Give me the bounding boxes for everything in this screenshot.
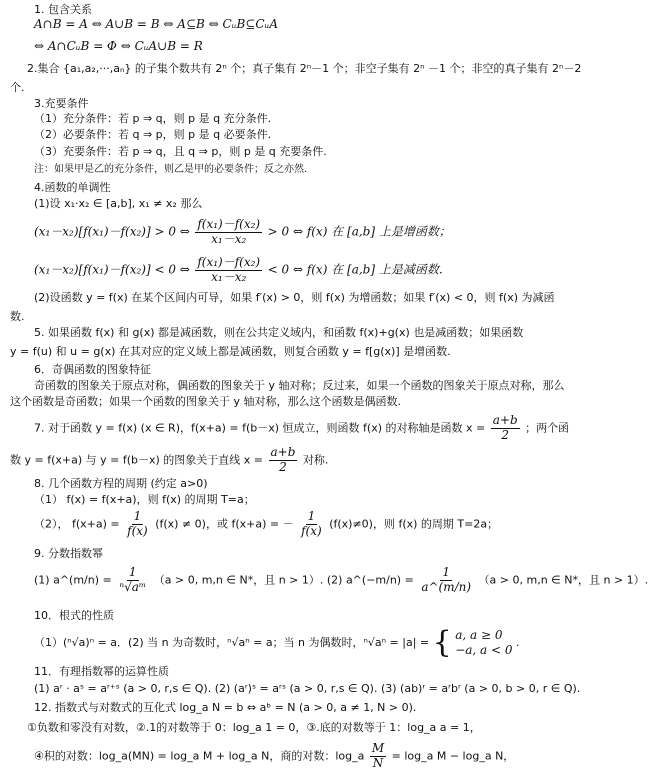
line-24-middle: （a > 0, m,n ∈ N*，且 n > 1）. (2) a^(−m/n) =	[153, 573, 414, 587]
line-28: (1) aʳ · aˢ = aʳ⁺ˢ (a > 0, r,s ∈ Q). (2) (aʳ)ˢ = aʳˢ (a > 0, r,s ∈ Q). (3) (ab)ʳ = aʳbʳ (a > 0, b > 0, r ∈ Q).	[34, 682, 581, 695]
line-16: 6．奇偶函数的图象特征	[34, 363, 151, 376]
line-27: 11．有理指数幂的运算性质	[34, 665, 169, 678]
line-14: (2)设函数 y = f(x) 在某个区间内可导，如果 f′(x) > 0，则 f(x) 为增函数；如果 f′(x) < 0，则 f(x) 为减函	[34, 291, 555, 304]
line-12-right: > 0 ⇔ f(x) 在 [a,b] 上是增函数；	[267, 224, 451, 239]
line-19-denominator: 2	[279, 459, 287, 474]
line-18	[34, 414, 569, 443]
line-26-cases	[455, 628, 512, 658]
line-29: 12. 指数式与对数式的互化式 log_a N = b ⇔ aᵇ = N (a > 0, a ≠ 1, N > 0).	[34, 701, 417, 714]
line-13-numerator: f(x₁)－f(x₂)	[197, 255, 261, 269]
line-13	[34, 256, 443, 285]
line-2: A∩B = A ⇔ A∪B = B ⇔ A⊆B ⇔ CᵤB⊆CᵤA	[34, 17, 278, 31]
line-19-numerator: a+b	[270, 445, 296, 459]
line-18-fraction	[491, 414, 520, 443]
line-31	[34, 742, 514, 771]
line-21: （1） f(x) = f(x+a)，则 f(x) 的周期 T=a；	[34, 493, 255, 506]
line-22-right: (f(x)≠0)，则 f(x) 的周期 T=2a；	[329, 517, 499, 531]
line-5: 3.充要条件	[34, 97, 89, 110]
line-17b: 这个函数是奇函数；如果一个函数的图象关于 y 轴对称，那么这个函数是偶函数.	[10, 395, 401, 408]
line-9: 注：如果甲是乙的充分条件，则乙是甲的必要条件；反之亦然.	[34, 164, 308, 175]
line-7: （2）必要条件：若 q ⇒ p，则 p 是 q 必要条件.	[34, 128, 272, 141]
line-19-right: 对称.	[302, 453, 329, 467]
line-12-left: (x₁－x₂)[f(x₁)－f(x₂)] > 0 ⇔	[34, 224, 190, 239]
line-19	[10, 446, 328, 475]
line-30: ①负数和零没有对数，②.1的对数等于 0：log_a 1 = 0，③.底的对数等于 1：log_a a = 1，	[27, 721, 481, 734]
line-10: 4.函数的单调性	[34, 181, 111, 194]
line-13-denominator: x₁－x₂	[211, 269, 247, 284]
line-4b: 个.	[10, 81, 25, 94]
line-13-left: (x₁－x₂)[f(x₁)－f(x₂)] < 0 ⇔	[34, 262, 190, 277]
line-22-denominator-1: f(x)	[127, 523, 148, 538]
line-22-numerator-2: 1	[307, 509, 316, 523]
line-24-left: (1) a^(m/n) =	[34, 573, 112, 587]
line-26-right: .	[516, 636, 520, 649]
line-19-fraction	[269, 446, 298, 475]
line-18-right: ；两个函	[525, 421, 570, 435]
line-26	[34, 625, 520, 660]
line-11: (1)设 x₁·x₂ ∈ [a,b], x₁ ≠ x₂ 那么	[34, 197, 203, 210]
line-18-denominator: 2	[501, 427, 510, 442]
line-22	[34, 510, 498, 539]
line-22-middle: (f(x) ≠ 0)，或 f(x+a) = －	[155, 517, 294, 531]
line-20: 8. 几个函数方程的周期 (约定 a>0)	[34, 477, 208, 490]
line-22-left: （2）， f(x+a) =	[34, 517, 120, 531]
line-24-right: （a > 0, m,n ∈ N*，且 n > 1）.	[478, 573, 648, 587]
line-18-left: 7. 对于函数 y = f(x) (x ∈ R)，f(x+a) = f(b－x) 恒成立，则函数 f(x) 的对称轴是函数 x =	[34, 421, 486, 435]
line-22-fraction-2	[299, 510, 324, 539]
line-15: 5. 如果函数 f(x) 和 g(x) 都是减函数，则在公共定义域内，和函数 f(x)+g(x) 也是减函数；如果函数	[34, 326, 524, 339]
line-19-left: 数 y = f(x+a) 与 y = f(b－x) 的图象关于直线 x =	[10, 453, 264, 467]
line-12-fraction	[195, 218, 262, 247]
line-31-fraction	[370, 742, 386, 771]
line-26-left: （1）(ⁿ√a)ⁿ = a．(2) 当 n 为奇数时，ⁿ√aⁿ = a；当 n 为偶数时，ⁿ√aⁿ = |a| =	[34, 636, 430, 649]
line-14b: 数.	[10, 310, 25, 323]
line-31-numerator: M	[371, 741, 385, 755]
line-13-fraction	[195, 256, 262, 285]
line-24-fraction-2	[419, 566, 473, 595]
line-24-denominator-1: ⁿ√aᵐ	[119, 579, 147, 594]
line-3: ⇔ A∩CᵤB = Φ ⇔ CᵤA∪B = R	[34, 39, 203, 53]
line-18-numerator: a+b	[492, 413, 518, 427]
line-12-denominator: x₁－x₂	[211, 231, 247, 246]
line-22-numerator-1: 1	[133, 509, 142, 523]
line-31-denominator: N	[372, 755, 384, 770]
line-31-right: = log_a M − log_a N，	[391, 749, 515, 763]
line-24-denominator-2: a^(m/n)	[421, 579, 472, 594]
line-26-case-1: a, a ≥ 0	[455, 628, 503, 642]
line-12-numerator: f(x₁)－f(x₂)	[197, 217, 261, 231]
line-26-case-2: −a, a < 0	[455, 643, 513, 657]
line-24-numerator-2: 1	[442, 565, 450, 579]
line-24	[34, 566, 648, 595]
line-12	[34, 218, 451, 247]
line-8: （3）充要条件：若 p ⇒ q，且 q ⇒ p，则 p 是 q 充要条件.	[34, 145, 327, 158]
line-31-left: ④积的对数：log_a(MN) = log_a M + log_a N，商的对数：log_a	[34, 749, 365, 763]
line-4: 2.集合 {a₁,a₂,···,aₙ} 的子集个数共有 2ⁿ 个；真子集有 2ⁿ－1 个；非空子集有 2ⁿ －1 个；非空的真子集有 2ⁿ－2	[27, 62, 582, 75]
line-15b: y = f(u) 和 u = g(x) 在其对应的定义域上都是减函数，则复合函数 y = f[g(x)] 是增函数.	[10, 345, 451, 358]
line-23: 9. 分数指数幂	[34, 547, 103, 560]
line-22-denominator-2: f(x)	[301, 523, 322, 538]
left-brace-icon: {	[432, 625, 452, 660]
line-1: 1. 包含关系	[34, 3, 92, 16]
line-13-right: < 0 ⇔ f(x) 在 [a,b] 上是减函数.	[267, 262, 443, 277]
line-24-fraction-1	[117, 566, 148, 595]
line-22-fraction-1	[125, 510, 150, 539]
line-6: （1）充分条件：若 p ⇒ q，则 p 是 q 充分条件.	[34, 112, 272, 125]
line-17: 奇函数的图象关于原点对称，偶函数的图象关于 y 轴对称；反过来，如果一个函数的图象关于原点对称，那么	[34, 379, 565, 392]
line-24-numerator-1: 1	[128, 565, 137, 579]
line-25: 10．根式的性质	[34, 609, 114, 622]
